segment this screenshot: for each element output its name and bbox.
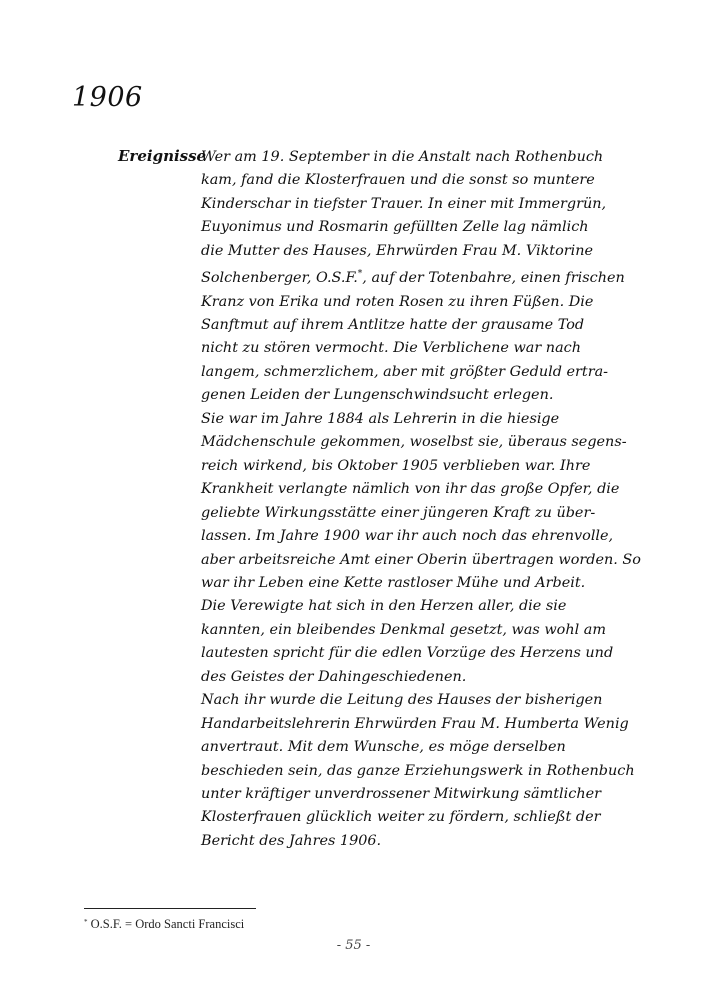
body-line: Sie war im Jahre 1884 als Lehrerin in die hiesige	[201, 410, 560, 427]
body-line: Handarbeitslehrerin Ehrwürden Frau M. Humberta Wenig	[201, 715, 629, 732]
body-line: Bericht des Jahres 1906.	[201, 832, 382, 849]
body-line: des Geistes der Dahingeschiedenen.	[201, 668, 467, 685]
body-line: genen Leiden der Lungenschwindsucht erlegen.	[201, 387, 554, 404]
footnote-marker: *	[84, 918, 88, 926]
footnote-reference: *	[357, 269, 363, 280]
section-label: Ereignisse	[118, 147, 207, 165]
body-line: Wer am 19. September in die Anstalt nach Rothenbuch	[201, 149, 604, 165]
section-body	[201, 146, 641, 853]
body-line: Klosterfrauen glücklich weiter zu fördern, schließt der	[201, 809, 601, 826]
footnote-divider	[84, 908, 256, 909]
body-line: aber arbeitsreiche Amt einer Oberin übertragen worden. So	[201, 551, 641, 568]
page-number-text: - 55 -	[336, 938, 371, 953]
footnote	[84, 917, 244, 932]
body-line: beschieden sein, das ganze Erziehungswerk in Rothenbuch	[201, 762, 635, 779]
body-line: anvertraut. Mit dem Wunsche, es möge derselben	[201, 739, 566, 756]
page-number	[0, 938, 707, 953]
body-line: reich wirkend, bis Oktober 1905 verblieben war. Ihre	[201, 457, 591, 474]
body-line: Die Verewigte hat sich in den Herzen aller, die sie	[201, 598, 567, 615]
body-line: Sanftmut auf ihrem Antlitze hatte der grausame Tod	[201, 316, 585, 333]
body-line: langem, schmerzlichem, aber mit größter Geduld ertra-	[201, 363, 609, 380]
body-line: die Mutter des Hauses, Ehrwürden Frau M. Viktorine	[201, 242, 593, 259]
body-line: kannten, ein bleibendes Denkmal gesetzt, was wohl am	[201, 621, 607, 638]
body-line: Kinderschar in tiefster Trauer. In einer mit Immergrün,	[201, 195, 607, 212]
body-line: Krankheit verlangte nämlich von ihr das große Opfer, die	[201, 481, 620, 498]
body-line: geliebte Wirkungsstätte einer jüngeren Kraft zu über-	[201, 504, 596, 521]
body-line: nicht zu stören vermocht. Die Verblichene war nach	[201, 340, 581, 357]
body-line: Kranz von Erika und roten Rosen zu ihren Füßen. Die	[201, 293, 594, 310]
year-heading: 1906	[72, 82, 143, 113]
body-line: kam, fand die Klosterfrauen und die sonst so muntere	[201, 172, 595, 189]
body-line: war ihr Leben eine Kette rastloser Mühe und Arbeit.	[201, 574, 586, 591]
body-line: Mädchenschule gekommen, woselbst sie, überaus segens-	[201, 434, 627, 451]
body-line: Nach ihr wurde die Leitung des Hauses der bisherigen	[201, 692, 603, 709]
body-line: Euyonimus und Rosmarin gefüllten Zelle lag nämlich	[201, 219, 589, 236]
footnote-text: O.S.F. = Ordo Sancti Francisci	[90, 917, 245, 931]
body-line: lautesten spricht für die edlen Vorzüge des Herzens und	[201, 645, 614, 662]
body-line: Solchenberger, O.S.F.*, auf der Totenbahre, einen frischen	[201, 269, 625, 287]
body-line: lassen. Im Jahre 1900 war ihr auch noch das ehrenvolle,	[201, 528, 614, 545]
body-line: unter kräftiger unverdrossener Mitwirkung sämtlicher	[201, 786, 601, 803]
